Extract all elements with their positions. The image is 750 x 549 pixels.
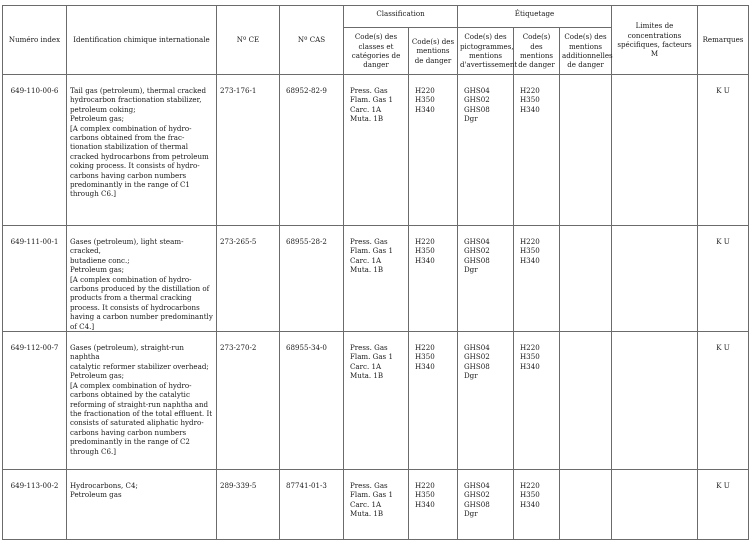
concentration-limits: [612, 470, 698, 540]
hazard-statement-codes-item: H350: [415, 246, 435, 256]
cas-number: 68955-28-2: [280, 226, 344, 332]
pictogram-codes-item: GHS08: [464, 361, 490, 371]
chemical-identification: Tail gas (petroleum), thermal cracked hydrocarbon fractionation stabilizer, petroleum coking; Petroleum gas; [A complex combination of hydro- carbons obtained from the frac- tionation stabilization of thermal cracked hydrocarbons from petroleum coking process. It consists of hydro- carbons having carbon numbers predominantly in the range of C1 through C6.]: [67, 75, 217, 226]
hazard-statement-codes-item: H340: [415, 255, 435, 265]
pictogram-codes-item: GHS04: [464, 481, 490, 491]
pictogram-codes: [458, 75, 514, 226]
hazard-class-codes-item: Carc. 1A: [350, 361, 382, 371]
hazard-class-codes-item: Muta. 1B: [350, 265, 384, 275]
table-body: [3, 75, 749, 540]
pictogram-codes-item: GHS04: [464, 343, 490, 353]
header-cas-no: Nº CAS: [280, 6, 344, 75]
label-statement-codes-item: H350: [520, 352, 540, 362]
hazard-statement-codes: [409, 75, 458, 226]
header-ec-no: Nº CE: [217, 6, 280, 75]
label-statement-codes-item: H350: [520, 490, 540, 500]
pictogram-codes-item: GHS08: [464, 255, 490, 265]
label-statement-codes: [514, 470, 560, 540]
supplementary-hazard-codes: [560, 75, 612, 226]
table-row: [3, 332, 749, 470]
hazard-class-codes-item: Press. Gas: [350, 481, 388, 491]
pictogram-codes-item: GHS02: [464, 95, 490, 105]
hazard-statement-codes-item: H340: [415, 104, 435, 114]
hazard-statement-codes: [409, 226, 458, 332]
label-statement-codes-item: H340: [520, 499, 540, 509]
index-number: 649-111-00-1: [3, 226, 67, 332]
hazard-statement-codes-item: H220: [415, 86, 435, 95]
header-concentration-limits: Limites de concentrations spécifiques, facteurs M: [612, 6, 698, 75]
label-statement-codes-item: H220: [520, 237, 540, 246]
header-chemical-identification: Identification chimique internationale: [67, 6, 217, 75]
label-statement-codes: [514, 332, 560, 470]
label-statement-codes-item: H350: [520, 246, 540, 256]
supplementary-hazard-codes: [560, 470, 612, 540]
chemical-identification: Gases (petroleum), light steam-cracked, butadiene conc.; Petroleum gas; [A complex combination of hydro- carbons produced by the distillation of products from a thermal cracking process. It consists of hydrocarbons having a carbon number predominantly of C4.]: [67, 226, 217, 332]
hazard-class-codes-item: Flam. Gas 1: [350, 352, 393, 362]
index-number: 649-110-00-6: [3, 75, 67, 226]
pictogram-codes-item: Dgr: [464, 114, 478, 124]
hazard-class-codes-item: Muta. 1B: [350, 371, 384, 381]
hazard-class-codes-item: Press. Gas: [350, 86, 388, 95]
header-index-no: Numéro index: [3, 6, 67, 75]
ec-number: 273-270-2: [217, 332, 280, 470]
ec-number: 289-339-5: [217, 470, 280, 540]
chemical-identification: Gases (petroleum), straight-run naphtha catalytic reformer stabilizer overhead; Petroleum gas; [A complex combination of hydro- carbons obtained by the catalytic reforming of straight-run naphtha and the fractionation of the total effluent. It consists of saturated aliphatic hydro- carbons having carbon numbers predominantly in the range of C2 through C6.]: [67, 332, 217, 470]
notes: K U: [698, 470, 749, 540]
hazard-statement-codes: [409, 332, 458, 470]
hazard-class-codes-item: Flam. Gas 1: [350, 95, 393, 105]
header-hazard-class: Code(s) des classes et catégories de danger: [344, 28, 409, 75]
header-notes: Remarques: [698, 6, 749, 75]
hazard-class-codes-item: Carc. 1A: [350, 255, 382, 265]
label-statement-codes-item: H340: [520, 255, 540, 265]
hazard-statement-codes-item: H220: [415, 343, 435, 353]
hazard-class-codes-item: Flam. Gas 1: [350, 490, 393, 500]
pictogram-codes-item: Dgr: [464, 509, 478, 519]
header-supplementary-hazard: Code(s) des mentions additionnelles de danger: [560, 28, 612, 75]
pictogram-codes-item: GHS02: [464, 490, 490, 500]
table-row: [3, 470, 749, 540]
hazard-statement-codes-item: H220: [415, 237, 435, 246]
label-statement-codes-item: H340: [520, 104, 540, 114]
hazard-classification-table: [2, 5, 749, 540]
pictogram-codes-item: GHS04: [464, 86, 490, 95]
supplementary-hazard-codes: [560, 332, 612, 470]
chemical-identification: Hydrocarbons, C4; Petroleum gas: [67, 470, 217, 540]
table-row: [3, 226, 749, 332]
label-statement-codes-item: H340: [520, 361, 540, 371]
index-number: 649-112-00-7: [3, 332, 67, 470]
hazard-class-codes-item: Carc. 1A: [350, 104, 382, 114]
header-labelling: Étiquetage: [458, 6, 612, 28]
header-pictogram: Code(s) des pictogrammes, mentions d'avertissement: [458, 28, 514, 75]
pictogram-codes-item: GHS08: [464, 499, 490, 509]
hazard-statement-codes-item: H340: [415, 499, 435, 509]
hazard-class-codes: [344, 332, 409, 470]
table-row: [3, 75, 749, 226]
header-classification: Classification: [344, 6, 458, 28]
index-number: 649-113-00-2: [3, 470, 67, 540]
label-statement-codes: [514, 75, 560, 226]
pictogram-codes-item: GHS02: [464, 352, 490, 362]
label-statement-codes-item: H220: [520, 343, 540, 353]
hazard-class-codes-item: Muta. 1B: [350, 114, 384, 124]
label-statement-codes-item: H220: [520, 481, 540, 491]
hazard-statement-codes-item: H350: [415, 352, 435, 362]
hazard-class-codes: [344, 470, 409, 540]
notes: K U: [698, 75, 749, 226]
concentration-limits: [612, 332, 698, 470]
concentration-limits: [612, 75, 698, 226]
ec-number: 273-176-1: [217, 75, 280, 226]
hazard-class-codes: [344, 75, 409, 226]
label-statement-codes: [514, 226, 560, 332]
concentration-limits: [612, 226, 698, 332]
pictogram-codes-item: Dgr: [464, 371, 478, 381]
header-hazard-statement-labelling: Code(s) des mentions de danger: [514, 28, 560, 75]
notes: K U: [698, 332, 749, 470]
pictogram-codes: [458, 332, 514, 470]
hazard-class-codes-item: Press. Gas: [350, 343, 388, 353]
hazard-class-codes-item: Carc. 1A: [350, 499, 382, 509]
pictogram-codes: [458, 470, 514, 540]
cas-number: 68955-34-0: [280, 332, 344, 470]
hazard-statement-codes: [409, 470, 458, 540]
pictogram-codes-item: GHS02: [464, 246, 490, 256]
supplementary-hazard-codes: [560, 226, 612, 332]
ec-number: 273-265-5: [217, 226, 280, 332]
pictogram-codes-item: GHS04: [464, 237, 490, 246]
hazard-statement-codes-item: H220: [415, 481, 435, 491]
hazard-class-codes-item: Flam. Gas 1: [350, 246, 393, 256]
pictogram-codes-item: GHS08: [464, 104, 490, 114]
cas-number: 68952-82-9: [280, 75, 344, 226]
pictogram-codes: [458, 226, 514, 332]
label-statement-codes-item: H350: [520, 95, 540, 105]
hazard-class-codes-item: Press. Gas: [350, 237, 388, 246]
hazard-class-codes: [344, 226, 409, 332]
hazard-statement-codes-item: H340: [415, 361, 435, 371]
hazard-statement-codes-item: H350: [415, 95, 435, 105]
cas-number: 87741-01-3: [280, 470, 344, 540]
header-hazard-statement-classification: Code(s) des mentions de danger: [409, 28, 458, 75]
label-statement-codes-item: H220: [520, 86, 540, 95]
notes: K U: [698, 226, 749, 332]
hazard-class-codes-item: Muta. 1B: [350, 509, 384, 519]
pictogram-codes-item: Dgr: [464, 265, 478, 275]
hazard-statement-codes-item: H350: [415, 490, 435, 500]
